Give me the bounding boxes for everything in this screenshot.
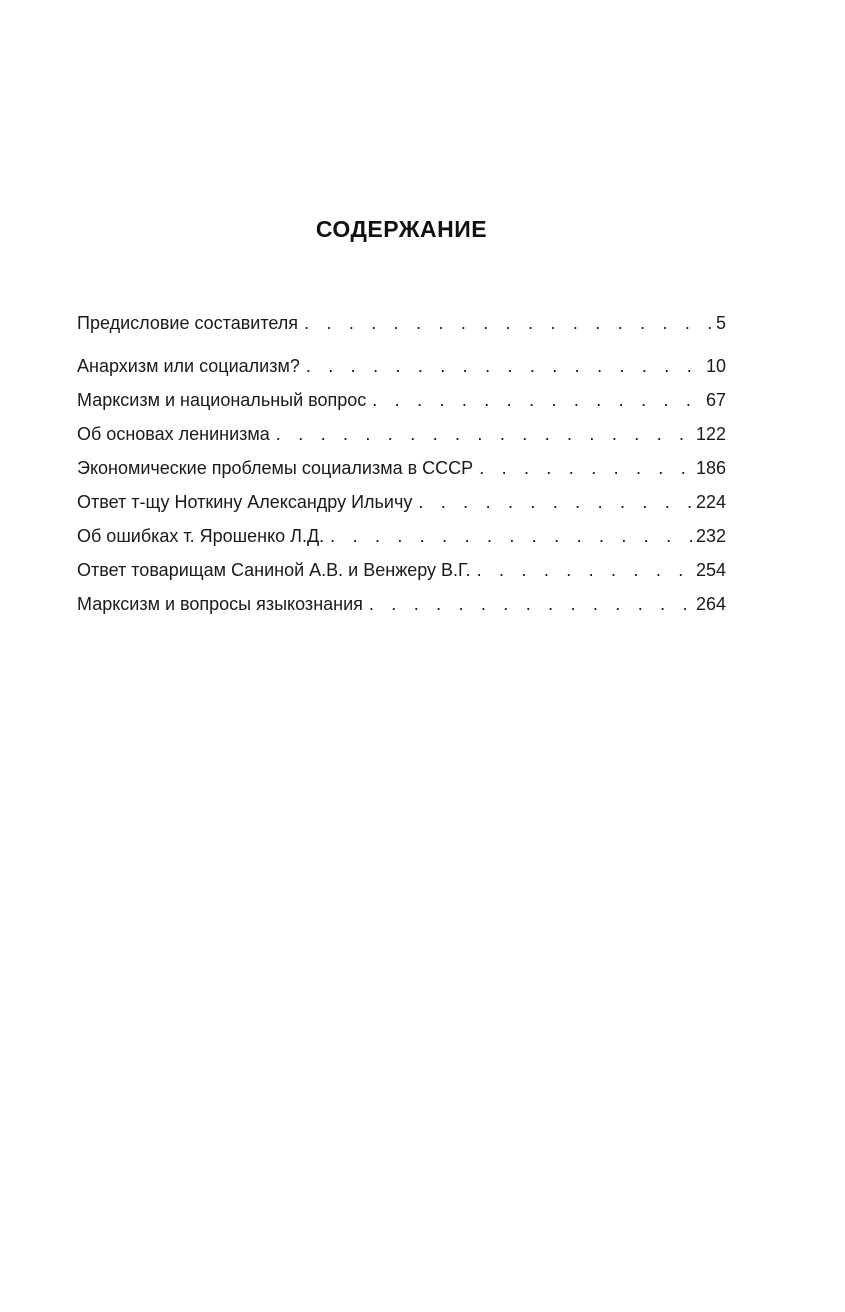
toc-entry xyxy=(77,488,726,522)
toc-entry-page: 186 xyxy=(695,458,726,478)
toc-entry-title: Марксизм и вопросы языкознания xyxy=(77,594,363,614)
dot-leader xyxy=(304,309,712,337)
dot-leader xyxy=(479,454,692,482)
toc-entry-title: Ответ т-щу Ноткину Александру Ильичу xyxy=(77,492,413,512)
toc-entry xyxy=(77,420,726,454)
toc-entry-page: 224 xyxy=(695,492,726,512)
toc-entry xyxy=(77,386,726,420)
toc-entry xyxy=(77,590,726,624)
toc-entry-page: 264 xyxy=(695,594,726,614)
toc-entry-title: Об ошибках т. Ярошенко Л.Д. xyxy=(77,526,325,546)
toc-entry-title: Предисловие составителя xyxy=(77,313,299,333)
toc-entry-page: 122 xyxy=(695,424,726,444)
toc-entry-page: 10 xyxy=(705,356,726,376)
dot-leader xyxy=(369,590,692,618)
toc-entry-title: Марксизм и национальный вопрос xyxy=(77,390,367,410)
dot-leader xyxy=(276,420,692,448)
toc-entry-page: 254 xyxy=(695,560,726,580)
toc-entry xyxy=(77,522,726,556)
dot-leader xyxy=(330,522,692,550)
toc-entry-page: 5 xyxy=(715,313,726,333)
toc-entry-title: Ответ товарищам Саниной А.В. и Венжеру В.Г. xyxy=(77,560,471,580)
dot-leader xyxy=(418,488,692,516)
toc-entry xyxy=(77,352,726,386)
dot-leader xyxy=(477,556,692,584)
toc-entry-title: Экономические проблемы социализма в СССР xyxy=(77,458,474,478)
toc-entry-page: 67 xyxy=(705,390,726,410)
toc-entry-title: Анархизм или социализм? xyxy=(77,356,300,376)
toc-entry-page: 232 xyxy=(695,526,726,546)
toc-entry-title: Об основах ленинизма xyxy=(77,424,270,444)
toc-entry xyxy=(77,454,726,488)
toc-entry xyxy=(77,309,726,352)
table-of-contents xyxy=(77,309,726,624)
toc-title: СОДЕРЖАНИЕ xyxy=(315,216,488,242)
dot-leader xyxy=(306,352,702,380)
dot-leader xyxy=(372,386,702,414)
toc-entry xyxy=(77,556,726,590)
